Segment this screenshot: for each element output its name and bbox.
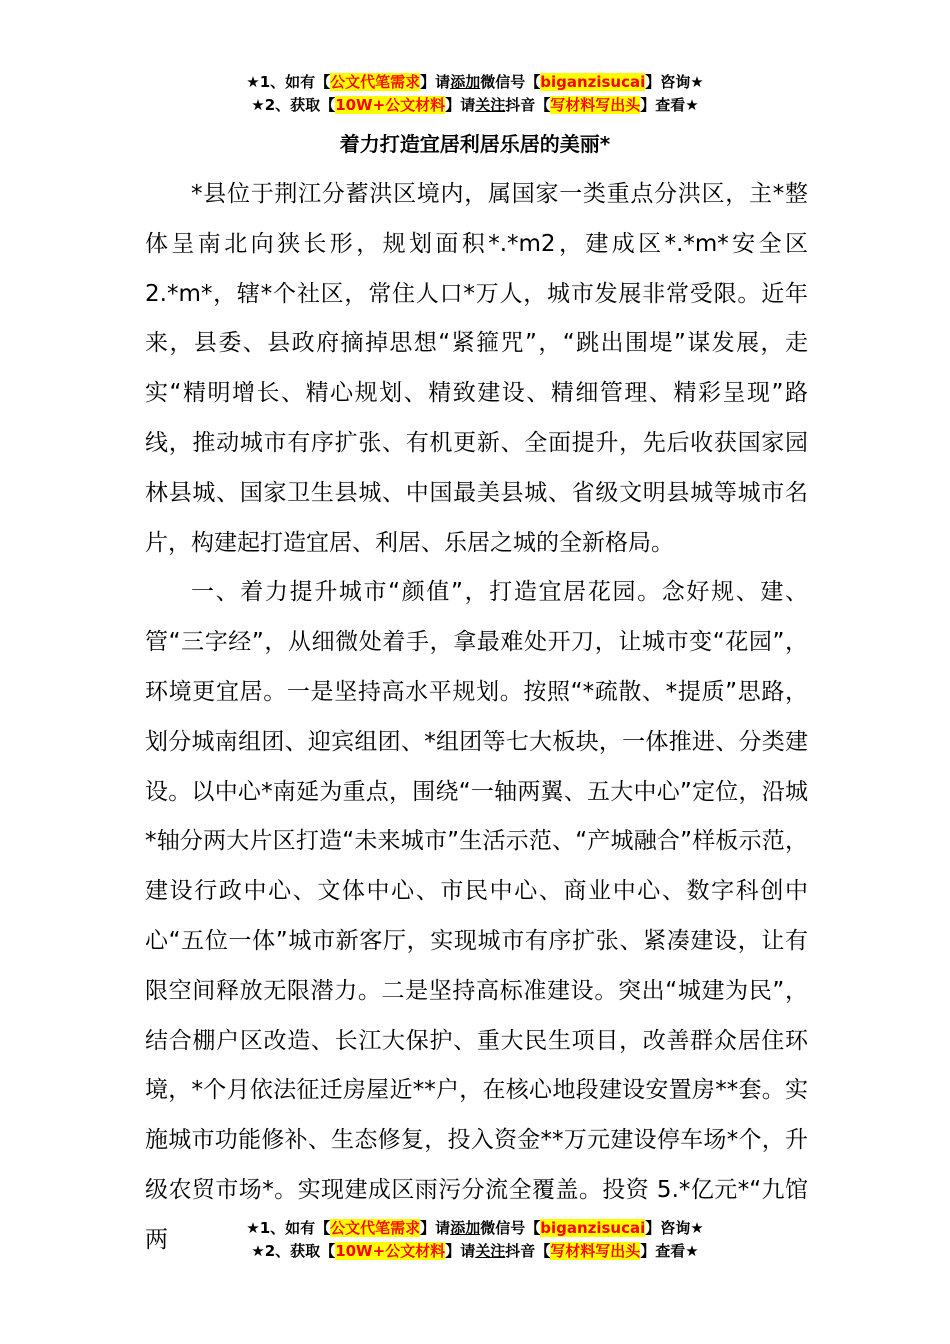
footer-banner-line-1: [0, 1217, 950, 1240]
banner-underlined-word: 添加: [450, 73, 481, 91]
banner-text: 抖音【: [505, 96, 551, 114]
banner-highlight-service: 公文代笔需求: [330, 1219, 421, 1237]
banner-underlined-word: 添加: [450, 1219, 481, 1237]
banner-text: 】查看★: [640, 96, 699, 114]
banner-highlight-service: 公文代笔需求: [330, 73, 421, 91]
banner-text: ★1、如有【: [246, 73, 331, 91]
banner-text: 】咨询★: [645, 1219, 704, 1237]
banner-highlight-douyin-account: 写材料写出头: [550, 1242, 641, 1260]
banner-text: 】请: [445, 1242, 476, 1260]
banner-text: 微信号【: [480, 73, 541, 91]
banner-highlight-wechat-id: biganzisucai: [540, 1219, 646, 1237]
header-banner: [0, 71, 950, 117]
banner-text: ★1、如有【: [246, 1219, 331, 1237]
paragraph-intro: *县位于荆江分蓄洪区境内，属国家一类重点分洪区，主*整体呈南北向狭长形，规划面积*.*m2，建成区*.*m*安全区 2.*m*，辖*个社区，常住人口*万人，城市发展非常受限。近年来，县委、县政府摘掉思想“紧箍咒”，“跳出围堤”谋发展，走实“精明增长、精心规划、精致建设、精细管理、精彩呈现”路线，推动城市有序扩张、有机更新、全面提升，先后收获国家园林县城、国家卫生县城、中国最美县城、省级文明县城等城市名片，构建起打造宜居、利居、乐居之城的全新格局。: [145, 181, 808, 556]
header-banner-line-1: [0, 71, 950, 94]
banner-highlight-materials: 10W+公文材料: [335, 96, 446, 114]
footer-banner: [0, 1217, 950, 1263]
banner-text: 】请: [420, 73, 451, 91]
banner-text: ★2、获取【: [251, 1242, 336, 1260]
banner-text: 】咨询★: [645, 73, 704, 91]
banner-text: 】请: [445, 96, 476, 114]
document-title: 着力打造宜居利居乐居的美丽*: [339, 132, 611, 156]
footer-banner-line-2: [0, 1240, 950, 1263]
banner-highlight-materials: 10W+公文材料: [335, 1242, 446, 1260]
document-body: [145, 170, 808, 1266]
banner-highlight-douyin-account: 写材料写出头: [550, 96, 641, 114]
banner-text: ★2、获取【: [251, 96, 336, 114]
banner-underlined-word: 关注: [475, 1242, 506, 1260]
banner-text: 】查看★: [640, 1242, 699, 1260]
banner-underlined-word: 关注: [475, 96, 506, 114]
banner-text: 微信号【: [480, 1219, 541, 1237]
banner-highlight-wechat-id: biganzisucai: [540, 73, 646, 91]
header-banner-line-2: [0, 94, 950, 117]
paragraph-section-one: 一、着力提升城市“颜值”，打造宜居花园。念好规、建、管“三字经”，从细微处着手，拿最难处开刀，让城市变“花园”，环境更宜居。一是坚持高水平规划。按照“*疏散、*提质”思路，划分城南组团、迎宾组团、*组团等七大板块，一体推进、分类建设。以中心*南延为重点，围绕“一轴两翼、五大中心”定位，沿城*轴分两大片区打造“未来城市”生活示范、“产城融合”样板示范，建设行政中心、文体中心、市民中心、商业中心、数字科创中心“五位一体”城市新客厅，实现城市有序扩张、紧凑建设，让有限空间释放无限潜力。二是坚持高标准建设。突出“城建为民”，结合棚户区改造、长江大保护、重大民生项目，改善群众居住环境，*个月依法征迁房屋近**户，在核心地段建设安置房**套。实施城市功能修补、生态修复，投入资金**万元建设停车场*个，升级农贸市场*。实现建成区雨污分流全覆盖。投资 5.*亿元*“九馆两: [145, 579, 808, 1253]
banner-text: 】请: [420, 1219, 451, 1237]
banner-text: 抖音【: [505, 1242, 551, 1260]
